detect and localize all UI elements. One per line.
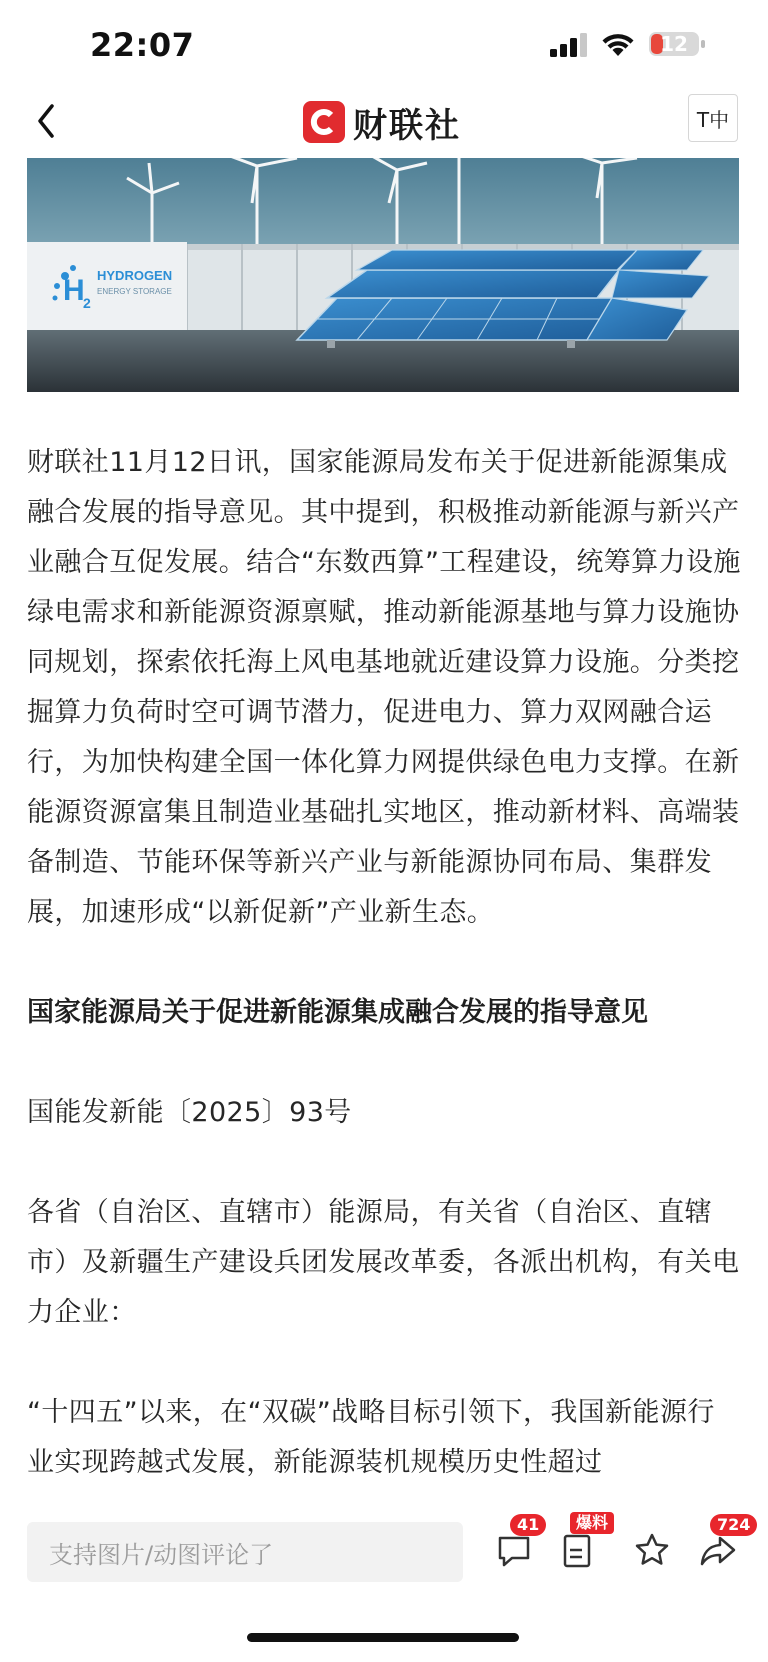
- report-button[interactable]: [558, 1513, 609, 1570]
- comment-count-badge: 41: [510, 1514, 546, 1536]
- share-button[interactable]: [698, 1515, 751, 1570]
- logo-c-icon: [303, 101, 345, 143]
- home-indicator: [247, 1633, 519, 1642]
- comment-button[interactable]: [494, 1515, 540, 1570]
- status-bar: [0, 0, 768, 90]
- star-icon: [632, 1530, 672, 1570]
- battery-indicator: [648, 30, 708, 58]
- battery-level: 12: [660, 32, 688, 56]
- wifi-icon: [600, 30, 636, 58]
- addressees-paragraph: 各省（自治区、直辖市）能源局，有关省（自治区、直辖市）及新疆生产建设兵团发展改革委，各派出机构，有关电力企业：: [27, 1197, 740, 1328]
- container-symbol: H: [63, 274, 85, 307]
- share-count-badge: 724: [710, 1514, 757, 1536]
- cellular-signal-icon: [550, 33, 590, 57]
- share-icon: [698, 1530, 738, 1570]
- document-number: 国能发新能〔2025〕93号: [27, 1097, 352, 1128]
- app-logo: [303, 98, 461, 146]
- article-body: [27, 438, 742, 1488]
- favorite-button[interactable]: [632, 1530, 672, 1570]
- article-hero-image: [27, 158, 739, 392]
- report-icon: [558, 1530, 598, 1570]
- article-lead-paragraph: 财联社11月12日讯，国家能源局发布关于促进新能源集成融合发展的指导意见。其中提到，积极推动新能源与新兴产业融合互促发展。结合“东数西算”工程建设，统筹算力设施绿电需求和新能源资源禀赋，推动新能源基地与算力设施协同规划，探索依托海上风电基地就近建设算力设施。分类挖掘算力负荷时空可调节潜力，促进电力、算力双网融合运行，为加快构建全国一体化算力网提供绿色电力支撑。在新能源资源富集且制造业基础扎实地区，推动新材料、高端装备制造、节能环保等新兴产业与新能源协同布局、集群发展，加速形成“以新促新”产业新生态。: [27, 447, 741, 928]
- body-paragraph: “十四五”以来，在“双碳”战略目标引领下，我国新能源行业实现跨越式发展，新能源装机规模历史性超过: [27, 1397, 715, 1478]
- article-section-heading: 国家能源局关于促进新能源集成融合发展的指导意见: [27, 997, 648, 1028]
- report-badge: 爆料: [570, 1512, 614, 1534]
- container-label-line2: ENERGY STORAGE: [97, 287, 172, 296]
- container-symbol-sub: 2: [83, 295, 91, 311]
- status-time: 22:07: [90, 26, 195, 64]
- hydrogen-storage-illustration: [27, 158, 739, 392]
- font-size-button[interactable]: T中: [688, 94, 738, 142]
- logo-text: 财联社: [353, 105, 461, 146]
- comment-icon: [494, 1530, 534, 1570]
- comment-input[interactable]: 支持图片/动图评论了: [27, 1522, 463, 1582]
- back-chevron-icon[interactable]: [30, 96, 66, 146]
- nav-bar: [0, 88, 768, 160]
- container-label-line1: HYDROGEN: [97, 268, 173, 283]
